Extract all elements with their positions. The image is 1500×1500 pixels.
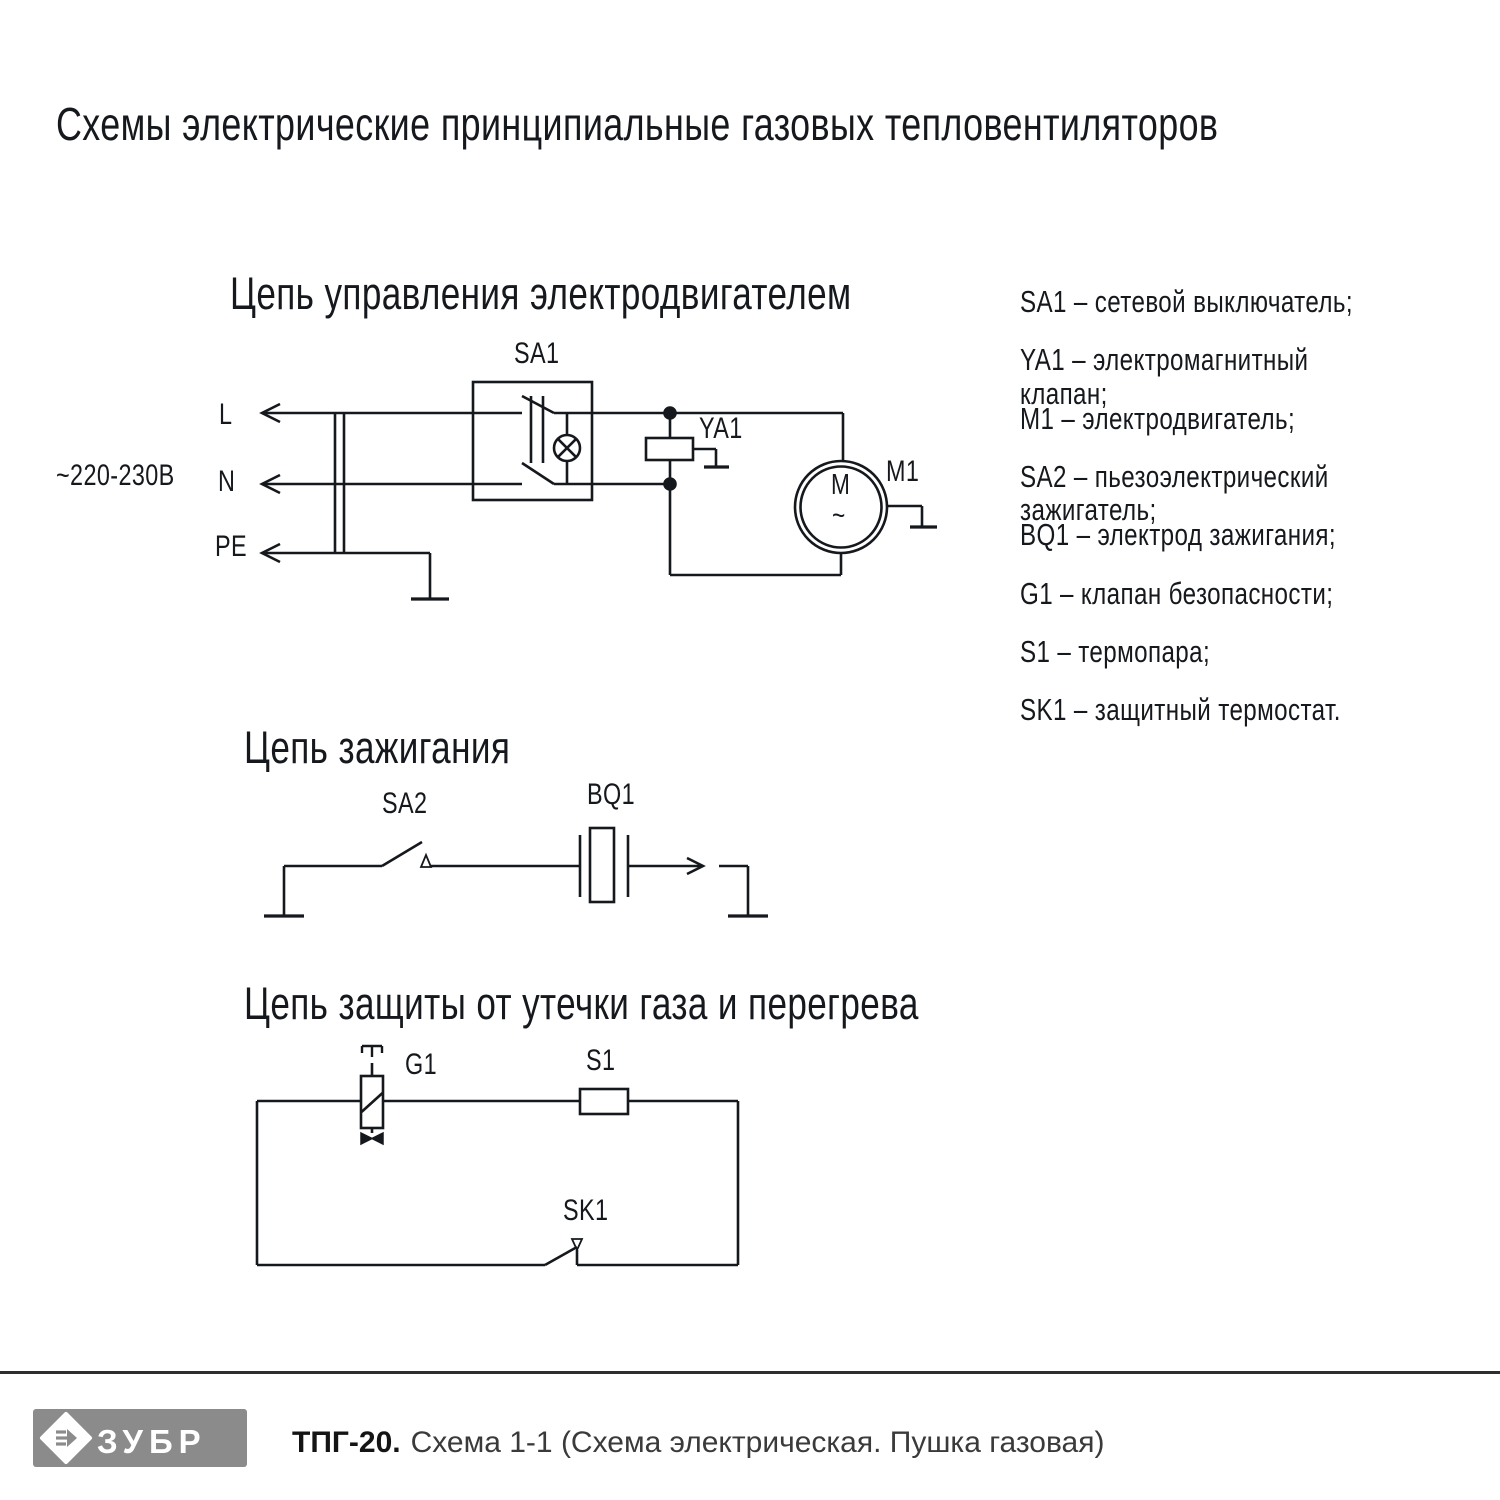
protection-loop (257, 1101, 738, 1265)
legend-item-sa1 (1020, 285, 1353, 318)
g1-label: G1 (405, 1048, 438, 1081)
legend-dash: – (1073, 692, 1088, 728)
legend-code: YA1 (1020, 342, 1066, 378)
indicator-lamp-icon (554, 413, 580, 484)
legend-desc: защитный термостат. (1094, 692, 1341, 728)
legend-code: SA1 (1020, 284, 1067, 319)
model-number: ТПГ-20. (292, 1426, 401, 1459)
legend-desc: электродвигатель; (1082, 400, 1296, 436)
brand-name: ЗУБР (97, 1423, 207, 1460)
terminal-l-label: L (219, 398, 233, 431)
legend-item-bq1 (1020, 518, 1336, 551)
legend-item-sk1 (1020, 693, 1341, 726)
legend-code: SA2 (1020, 458, 1067, 494)
legend (1020, 0, 1490, 1500)
sa2-switch-symbol (284, 842, 580, 867)
legend-dash: – (1057, 633, 1072, 669)
legend-desc: пьезоэлектрический зажигатель; (1020, 458, 1329, 528)
legend-code: G1 (1020, 575, 1054, 611)
section-ignition-heading: Цепь зажигания (244, 722, 511, 773)
legend-dash: – (1072, 342, 1086, 378)
sk1-thermostat-symbol (545, 1239, 582, 1265)
ya1-label: YA1 (699, 412, 743, 445)
s1-label: S1 (586, 1044, 616, 1077)
footer-divider (0, 1371, 1500, 1374)
legend-code: BQ1 (1020, 517, 1070, 553)
section-protection-heading: Цепь защиты от утечки газа и перегрева (244, 978, 919, 1029)
bq1-piezo-electrode (580, 828, 703, 902)
terminal-n-label: N (218, 465, 236, 498)
legend-dash: – (1060, 575, 1074, 611)
sk1-label: SK1 (563, 1194, 609, 1227)
ignition-left-ground-icon (264, 866, 304, 916)
legend-dash: – (1076, 517, 1091, 553)
sa2-label: SA2 (382, 787, 428, 820)
caption-text: Схема 1-1 (Схема электрическая. Пушка газовая) (410, 1426, 1105, 1459)
m1-label: M1 (886, 455, 920, 488)
legend-desc: электрод зажигания; (1097, 517, 1336, 553)
terminal-pe-label: PE (215, 530, 248, 563)
g1-safety-valve-icon (361, 1046, 383, 1144)
legend-code: S1 (1020, 633, 1051, 669)
legend-dash: – (1073, 458, 1088, 494)
legend-desc: термопара; (1078, 633, 1211, 669)
legend-desc: клапан безопасности; (1080, 575, 1334, 611)
zubr-arrow-icon (51, 1423, 81, 1453)
motor-ground-icon (887, 506, 937, 527)
motor-ac-symbol: ~ (832, 500, 846, 532)
ignition-right-ground-icon (719, 866, 768, 916)
legend-item-g1 (1020, 577, 1333, 610)
legend-desc: сетевой выключатель; (1094, 284, 1353, 319)
footer-caption (292, 1426, 1104, 1460)
legend-code: SK1 (1020, 692, 1067, 728)
legend-code: M1 (1020, 400, 1055, 436)
s1-thermocouple-icon (580, 1089, 628, 1114)
supply-voltage-label: ~220-230В (56, 459, 175, 492)
legend-item-m1 (1020, 402, 1295, 435)
legend-desc: электромагнитный клапан; (1020, 342, 1309, 411)
pe-ground-icon (411, 553, 449, 599)
mains-wires (262, 413, 522, 553)
page-title: Схемы электрические принципиальные газовых тепловентиляторов (56, 98, 1219, 150)
legend-dash: – (1061, 400, 1076, 436)
legend-dash: – (1073, 284, 1088, 319)
legend-item-s1 (1020, 635, 1210, 668)
sa1-label: SA1 (514, 337, 560, 370)
bq1-label: BQ1 (587, 778, 635, 811)
section-motor-control-heading: Цепь управления электродвигателем (230, 268, 852, 319)
motor-letter: M (831, 469, 851, 501)
motor-return-loop (670, 484, 841, 575)
